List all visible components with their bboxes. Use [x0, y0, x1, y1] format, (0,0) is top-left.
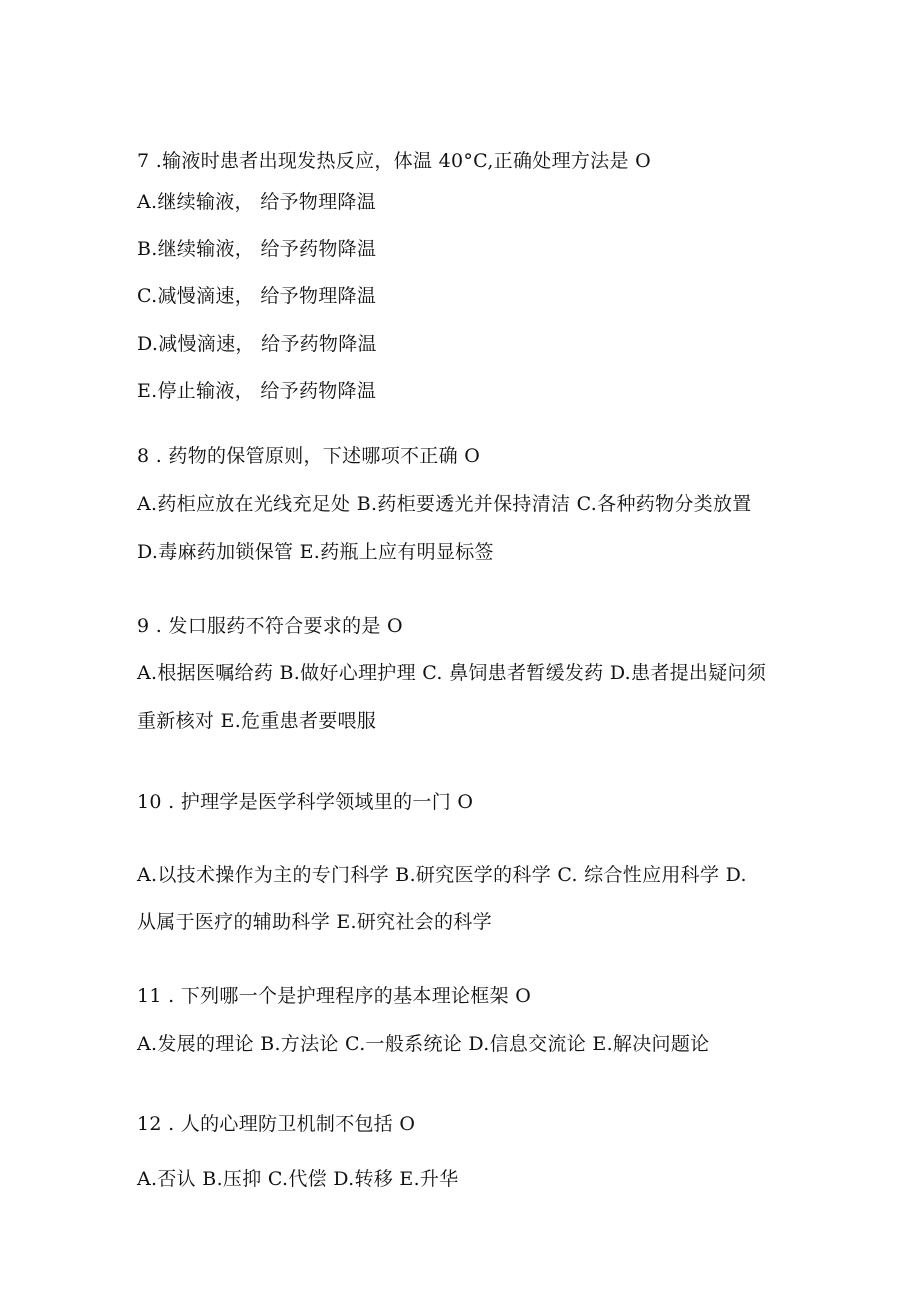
question-7-option-e: E.停止输液， 给予药物降温: [137, 380, 377, 402]
question-9-options-line-1: A.根据医嘱给药 B.做好心理护理 C. 鼻饲患者暂缓发药 D.患者提出疑问须: [137, 662, 767, 684]
question-10-options-line-1: A.以技术操作为主的专门科学 B.研究医学的科学 C. 综合性应用科学 D.: [137, 864, 747, 886]
question-7-option-b: B.继续输液， 给予药物降温: [137, 238, 377, 260]
question-9-options-line-2: 重新核对 E.危重患者要喂服: [137, 710, 377, 732]
question-7-stem: 7 .输液时患者出现发热反应，体温 40°C,正确处理方法是 O: [137, 150, 652, 172]
question-11-options-line-1: A.发展的理论 B.方法论 C.一般系统论 D.信息交流论 E.解决问题论: [137, 1033, 710, 1055]
question-7-option-a: A.继续输液， 给予物理降温: [137, 191, 377, 213]
question-8-options-line-1: A.药柜应放在光线充足处 B.药柜要透光并保持清洁 C.各种药物分类放置: [137, 493, 752, 515]
question-8-stem: 8 . 药物的保管原则，下述哪项不正确 O: [137, 445, 481, 467]
question-9-stem: 9 . 发口服药不符合要求的是 O: [137, 615, 403, 637]
question-8-options-line-2: D.毒麻药加锁保管 E.药瓶上应有明显标签: [137, 541, 494, 563]
question-11-stem: 11 . 下列哪一个是护理程序的基本理论框架 O: [137, 985, 532, 1007]
question-7-option-c: C.减慢滴速， 给予物理降温: [137, 285, 377, 307]
question-12-stem: 12 . 人的心理防卫机制不包括 O: [137, 1113, 416, 1135]
question-12-options-line-1: A.否认 B.压抑 C.代偿 D.转移 E.升华: [137, 1168, 459, 1190]
question-7-option-d: D.减慢滴速， 给予药物降温: [137, 333, 377, 355]
question-10-stem: 10 . 护理学是医学科学领域里的一门 O: [137, 791, 474, 813]
question-10-options-line-2: 从属于医疗的辅助科学 E.研究社会的科学: [137, 911, 492, 933]
